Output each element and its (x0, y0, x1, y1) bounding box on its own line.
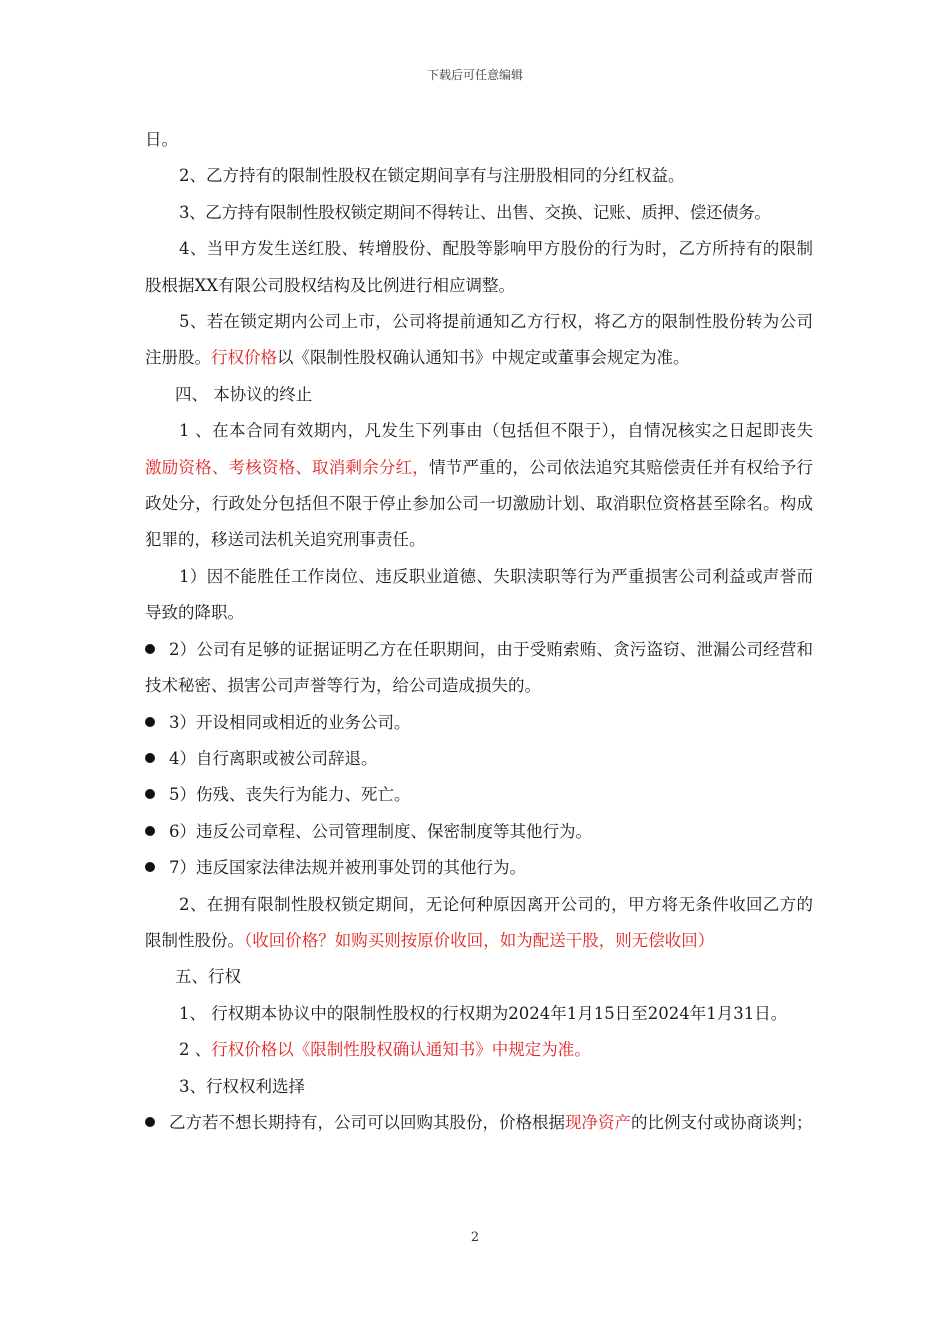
bullet-icon (145, 789, 155, 799)
text-run: 1 、在本合同有效期内，凡发生下列事由（包括但不限于），自情况核实之日起即丧失 (179, 421, 813, 441)
bullet-icon (145, 717, 155, 727)
bullet-item (145, 850, 813, 886)
page-header: 下载后可任意编辑 (426, 68, 523, 82)
bullet-item (145, 705, 813, 741)
highlight-text: 行权价格以《限制性股权确认通知书》中规定为准。 (211, 1040, 591, 1060)
bullet-text: 6）违反公司章程、公司管理制度、保密制度等其他行为。 (169, 821, 592, 841)
highlight-text: 现净资产 (565, 1112, 631, 1132)
bullet-icon (145, 644, 155, 654)
bullet-item (145, 777, 813, 813)
bullet-item (145, 741, 813, 777)
paragraph: 4、当甲方发生送红股、转增股份、配股等影响甲方股份的行为时，乙方所持有的限制股根据XX有限公司股权结构及比例进行相应调整。 (145, 239, 813, 295)
highlight-text: （收回价格？如购买则按原价收回，如为配送干股，则无偿收回） (244, 930, 715, 950)
section-heading: 五、行权 (175, 967, 241, 987)
paragraph (145, 304, 813, 377)
text-run: 5、若在锁定期内公司上市，公司将提前通知乙方行权，将乙方的限制性股份转为公司注册股。 (145, 312, 813, 368)
highlight-text: 激励资格、考核资格、取消剩余分红， (145, 457, 429, 477)
paragraph (145, 413, 813, 559)
paragraph (145, 1032, 813, 1068)
paragraph: 1）因不能胜任工作岗位、违反职业道德、失职渎职等行为严重损害公司利益或声誉而导致的降职。 (145, 566, 813, 623)
bullet-icon (145, 1117, 155, 1127)
bullet-item (145, 1105, 813, 1141)
bullet-icon (145, 826, 155, 836)
text-run: 的比例支付或协商谈判； (631, 1112, 813, 1132)
text-run: 乙方若不想长期持有，公司可以回购其股份，价格根据 (169, 1112, 565, 1132)
paragraph: 2、乙方持有的限制性股权在锁定期间享有与注册股相同的分红权益。 (179, 166, 685, 186)
bullet-text: 3）开设相同或相近的业务公司。 (169, 712, 411, 732)
bullet-item (145, 814, 813, 850)
text-run: 以《限制性股权确认通知书》中规定或董事会规定为准。 (277, 348, 690, 368)
paragraph: 日。 (145, 130, 178, 149)
document-body (145, 122, 813, 1141)
paragraph: 3、乙方持有限制性股权锁定期间不得转让、出售、交换、记账、质押、偿还债务。 (179, 202, 771, 222)
text-run: 2 、 (179, 1040, 212, 1060)
paragraph: 1、 行权期本协议中的限制性股权的行权期为2024年1月15日至2024年1月31日。 (179, 1003, 788, 1023)
section-heading: 四、 本协议的终止 (175, 384, 313, 404)
text-run: 2、在拥有限制性股权锁定期间，无论何种原因离开公司的，甲方将无条件收回乙方的限制性股份。 (145, 894, 813, 950)
bullet-text: 5）伤残、丧失行为能力、死亡。 (169, 785, 411, 805)
bullet-text: 4）自行离职或被公司辞退。 (169, 748, 378, 768)
bullet-icon (145, 862, 155, 872)
highlight-text: 行权价格 (211, 348, 277, 368)
bullet-text: 7）违反国家法律法规并被刑事处罚的其他行为。 (169, 858, 526, 878)
bullet-item (145, 632, 813, 705)
paragraph: 3、行权权利选择 (179, 1076, 305, 1096)
bullet-icon (145, 753, 155, 763)
text-run: 情节严重的，公司依法追究其赔偿责任并有权给予行政处分，行政处分包括但不限于停止参加公司一切激励计划、取消职位资格甚至除名。构成犯罪的，移送司法机关追究刑事责任。 (145, 457, 814, 550)
paragraph (145, 887, 813, 960)
bullet-text: 2）公司有足够的证据证明乙方在任职期间，由于受贿索贿、贪污盗窃、泄漏公司经营和技术秘密、损害公司声誉等行为，给公司造成损失的。 (145, 639, 813, 696)
page-number: 2 (470, 1230, 480, 1245)
